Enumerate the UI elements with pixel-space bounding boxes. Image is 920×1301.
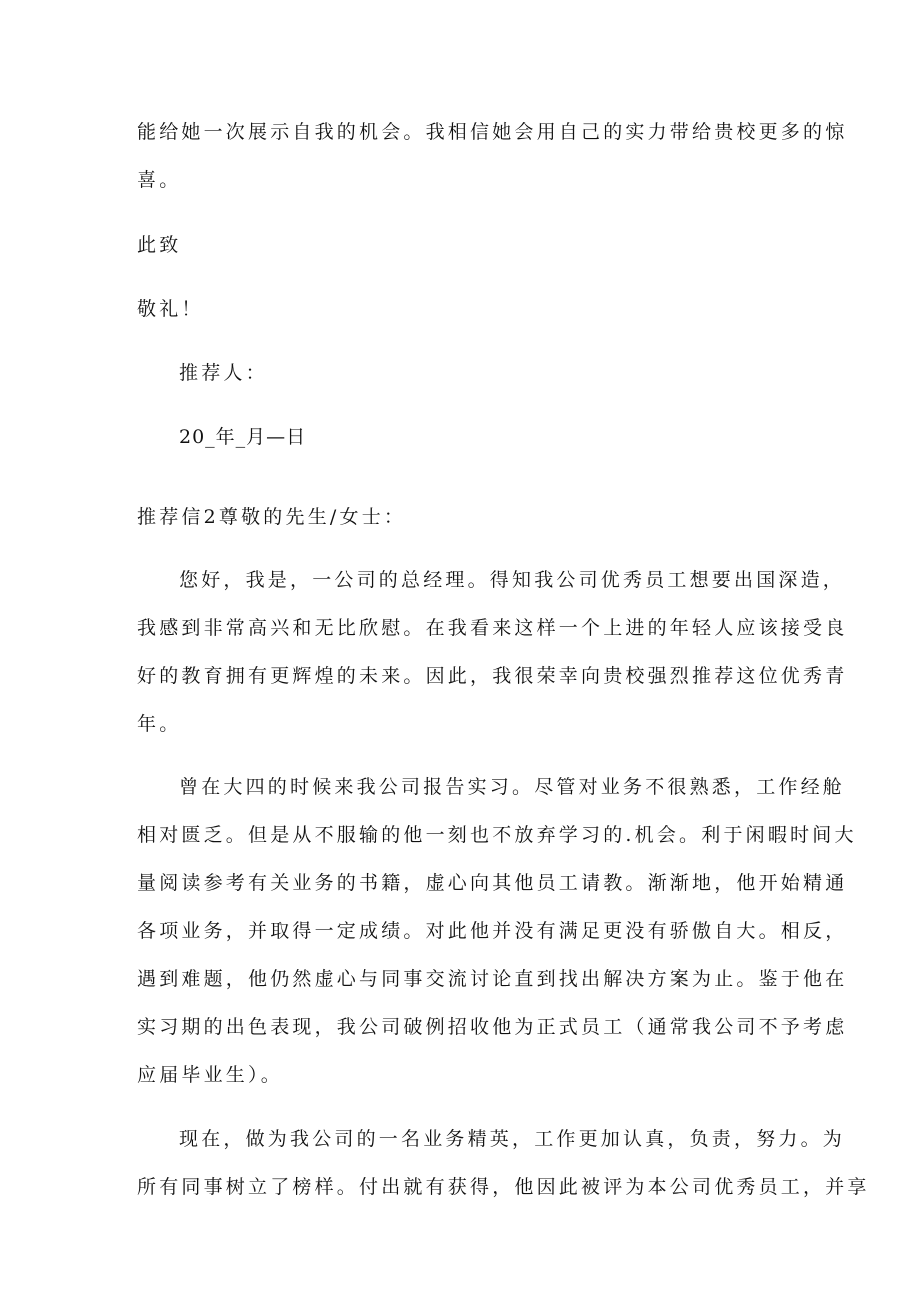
paragraph-line: 量阅读参考有关业务的书籍，虚心向其他员工请教。渐渐地，他开始精通 — [137, 872, 848, 894]
paragraph-line: 曾在大四的时候来我公司报告实习。尽管对业务不很熟悉，工作经舱 — [179, 776, 846, 798]
paragraph-line: 相对匮乏。但是从不服输的他一刻也不放弃学习的.机会。利于闲暇时间大 — [137, 824, 857, 846]
paragraph-line: 您好，我是，一公司的总经理。得知我公司优秀员工想要出国深造， — [179, 569, 846, 591]
paragraph-line: 遇到难题，他仍然虚心与同事交流讨论直到找出解决方案为止。鉴于他在 — [137, 968, 848, 990]
paragraph-line: 年。 — [137, 713, 182, 735]
closing-salutation: 此致 — [137, 234, 182, 256]
paragraph-line: 现在，做为我公司的一名业务精英，工作更加认真，负责，努力。为 — [179, 1128, 846, 1150]
paragraph-line: 各项业务，并取得一定成绩。对此他并没有满足更没有骄傲自大。相反， — [137, 920, 848, 942]
closing-regards: 敬礼！ — [137, 298, 204, 320]
letter-heading: 推荐信2尊敬的先生/女士： — [137, 506, 407, 528]
paragraph-line: 实习期的出色表现，我公司破例招收他为正式员工（通常我公司不予考虑 — [137, 1016, 848, 1038]
paragraph-line: 能给她一次展示自我的机会。我相信她会用自己的实力带给贵校更多的惊 — [137, 121, 848, 143]
paragraph-line: 喜。 — [137, 169, 182, 191]
paragraph-line: 好的教育拥有更辉煌的未来。因此，我很荣幸向贵校强烈推荐这位优秀青 — [137, 665, 848, 687]
recommender-label: 推荐人： — [179, 362, 268, 384]
paragraph-line: 我感到非常高兴和无比欣慰。在我看来这样一个上进的年轻人应该接受良 — [137, 617, 848, 639]
paragraph-line: 所有同事树立了榜样。付出就有获得，他因此被评为本公司优秀员工，并享 — [137, 1176, 870, 1198]
date-line: 20_年_月—日 — [179, 426, 307, 448]
paragraph-line: 应届毕业生）。 — [137, 1064, 283, 1086]
